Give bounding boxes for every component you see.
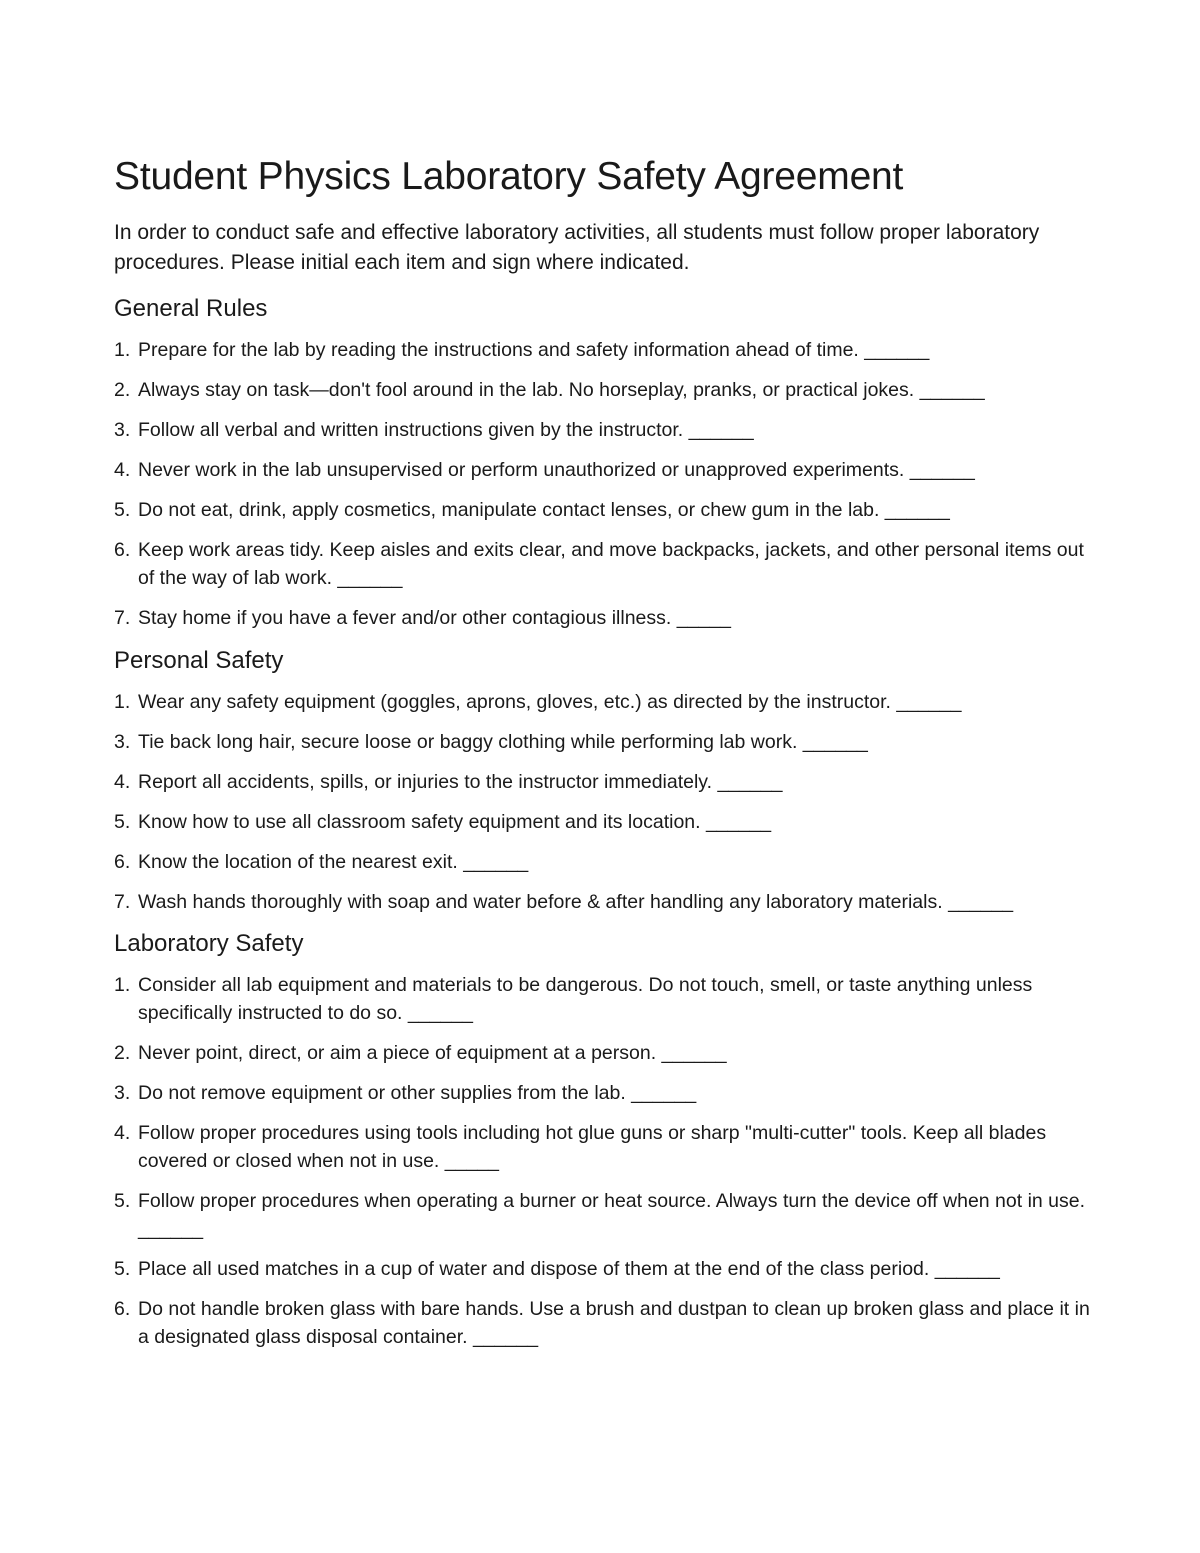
- list-item: [114, 496, 1104, 524]
- item-number: 1.: [114, 691, 131, 713]
- list-item: [114, 1295, 1104, 1351]
- document-page: [114, 152, 1104, 1351]
- list-item: [114, 536, 1104, 592]
- list-item: [114, 768, 1104, 796]
- item-number: 2.: [114, 379, 131, 401]
- item-number: 7.: [114, 607, 131, 629]
- item-number: 3.: [114, 419, 131, 441]
- item-number: 6.: [114, 539, 131, 561]
- item-text: Know how to use all classroom safety equipment and its location. ______: [138, 811, 772, 833]
- item-text: Consider all lab equipment and materials to be dangerous. Do not touch, smell, or taste anything unless specifically instructed to do so. ______: [138, 974, 1033, 1024]
- list-item: [114, 808, 1104, 836]
- item-text: Always stay on task—don't fool around in the lab. No horseplay, pranks, or practical jokes. ______: [138, 379, 985, 401]
- item-text: Report all accidents, spills, or injuries to the instructor immediately. ______: [138, 771, 783, 793]
- item-text: Never point, direct, or aim a piece of equipment at a person. ______: [138, 1042, 727, 1064]
- list-item: [114, 456, 1104, 484]
- section-personal-safety: [114, 646, 1104, 916]
- item-text: Never work in the lab unsupervised or perform unauthorized or unapproved experiments. ______: [138, 459, 975, 481]
- item-number: 2.: [114, 1042, 131, 1064]
- item-number: 4.: [114, 1122, 131, 1144]
- item-number: 1.: [114, 339, 131, 361]
- item-text: Prepare for the lab by reading the instructions and safety information ahead of time. ______: [138, 339, 930, 361]
- item-text: Do not remove equipment or other supplies from the lab. ______: [138, 1082, 697, 1104]
- list-item: [114, 848, 1104, 876]
- item-text: Wash hands thoroughly with soap and water before & after handling any laboratory materials. ______: [138, 891, 1014, 913]
- item-number: 5.: [114, 499, 131, 521]
- item-text: Keep work areas tidy. Keep aisles and exits clear, and move backpacks, jackets, and other personal items out of the way of lab work. ______: [138, 539, 1084, 589]
- item-text: Wear any safety equipment (goggles, aprons, gloves, etc.) as directed by the instructor. ______: [138, 691, 962, 713]
- list-item: [114, 604, 1104, 632]
- item-text: Follow all verbal and written instructions given by the instructor. ______: [138, 419, 754, 441]
- personal-safety-list: [114, 688, 1104, 916]
- list-item: [114, 1255, 1104, 1283]
- item-number: 4.: [114, 771, 131, 793]
- section-laboratory-safety: [114, 929, 1104, 1351]
- item-number: 5.: [114, 811, 131, 833]
- list-item: [114, 416, 1104, 444]
- item-number: 4.: [114, 459, 131, 481]
- item-number: 5.: [114, 1190, 131, 1212]
- item-text: Place all used matches in a cup of water and dispose of them at the end of the class period. ______: [138, 1258, 1000, 1280]
- list-item: [114, 1187, 1104, 1243]
- section-heading-personal-safety: Personal Safety: [114, 647, 284, 674]
- list-item: [114, 1039, 1104, 1067]
- item-number: 3.: [114, 731, 131, 753]
- laboratory-safety-list: [114, 971, 1104, 1351]
- item-text: Stay home if you have a fever and/or other contagious illness. _____: [138, 607, 731, 629]
- item-number: 1.: [114, 974, 131, 996]
- item-number: 6.: [114, 851, 131, 873]
- item-text: Follow proper procedures using tools including hot glue guns or sharp "multi-cutter" tools. Keep all blades covered or closed when not in use. _____: [138, 1122, 1047, 1172]
- item-number: 3.: [114, 1082, 131, 1104]
- list-item: [114, 971, 1104, 1027]
- section-general-rules: [114, 294, 1104, 632]
- list-item: [114, 1079, 1104, 1107]
- list-item: [114, 688, 1104, 716]
- list-item: [114, 336, 1104, 364]
- item-number: 7.: [114, 891, 131, 913]
- list-item: [114, 1119, 1104, 1175]
- section-heading-laboratory-safety: Laboratory Safety: [114, 930, 304, 957]
- item-text: Do not eat, drink, apply cosmetics, manipulate contact lenses, or chew gum in the lab. ______: [138, 499, 950, 521]
- item-text: Know the location of the nearest exit. ______: [138, 851, 529, 873]
- general-rules-list: [114, 336, 1104, 632]
- item-number: 6.: [114, 1298, 131, 1320]
- item-number: 5.: [114, 1258, 131, 1280]
- list-item: [114, 376, 1104, 404]
- list-item: [114, 728, 1104, 756]
- intro-paragraph: In order to conduct safe and effective laboratory activities, all students must follow proper laboratory procedures. Please initial each item and sign where indicated.: [114, 221, 1040, 274]
- item-text: Do not handle broken glass with bare hands. Use a brush and dustpan to clean up broken glass and place it in a designated glass disposal container. ______: [138, 1298, 1090, 1348]
- page-title: Student Physics Laboratory Safety Agreement: [114, 155, 904, 198]
- item-text: Tie back long hair, secure loose or baggy clothing while performing lab work. ______: [138, 731, 868, 753]
- item-text: Follow proper procedures when operating a burner or heat source. Always turn the device off when not in use. ______: [138, 1190, 1086, 1240]
- list-item: [114, 888, 1104, 916]
- section-heading-general-rules: General Rules: [114, 295, 268, 322]
